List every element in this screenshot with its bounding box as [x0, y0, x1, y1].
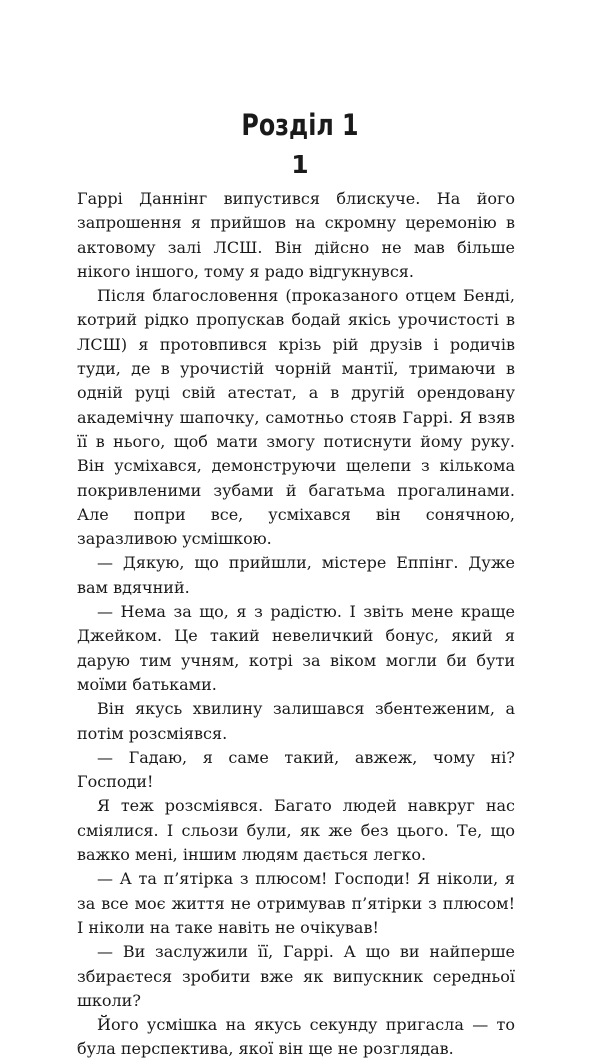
- paragraph: — Дякую, що прийшли, містере Еппінг. Дуже вам вдячний.: [77, 553, 515, 597]
- paragraph: Після благословення (проказаного отцем Бенді, котрий рідко пропускав бодай якісь урочистості в ЛСШ) я протовпився крізь рій друзів і родичів туди, де в урочистій чорній мантії, тримаючи в одній руці свій атестат, а в другій орендовану академічну шапочку, самотньо стояв Гаррі. Я взяв її в нього, щоб мати змогу потиснути йому руку. Він усміхався, демонструючи щелепи з кількома покривленими зубами й багатьма прогалинами. Але попри все, усміхався він сонячною, заразливою усмішкою.: [77, 286, 515, 549]
- paragraph: Він якусь хвилину залишався збентеженим, а потім розсміявся.: [77, 699, 515, 743]
- paragraph: Гаррі Даннінг випустився блискуче. На його запрошення я прийшов на скромну церемонію в актовому залі ЛСШ. Він дійсно не мав більше нікого іншого, тому я радо відгукнувся.: [77, 189, 515, 281]
- chapter-title: Розділ 1: [241, 108, 359, 142]
- paragraph: — Нема за що, я з радістю. І звіть мене краще Джейком. Це такий невеличкий бонус, який я дарую тим учням, котрі за віком могли би бути моїми батьками.: [77, 602, 515, 694]
- paragraph: Я теж розсміявся. Багато людей навкруг нас сміялися. І сльози були, як же без цього. Те, що важко мені, іншим людям дається легко.: [77, 796, 515, 865]
- paragraph: — Гадаю, я саме такий, авжеж, чому ні? Господи!: [77, 747, 515, 792]
- paragraph: — Ви заслужили її, Гаррі. А що ви найперше збираєтеся зробити вже як випускник середньої школи?: [77, 942, 515, 1010]
- section-number: 1: [291, 150, 309, 179]
- body-text: [77, 187, 515, 1062]
- paragraph: — А та п’ятірка з плюсом! Господи! Я ніколи, я за все моє життя не отримував п’ятірки з плюсом! І ніколи на таке навіть не очікував!: [77, 869, 515, 937]
- paragraph: Його усмішка на якусь секунду пригасла — то була перспектива, якої він ще не розглядав.: [77, 1015, 515, 1059]
